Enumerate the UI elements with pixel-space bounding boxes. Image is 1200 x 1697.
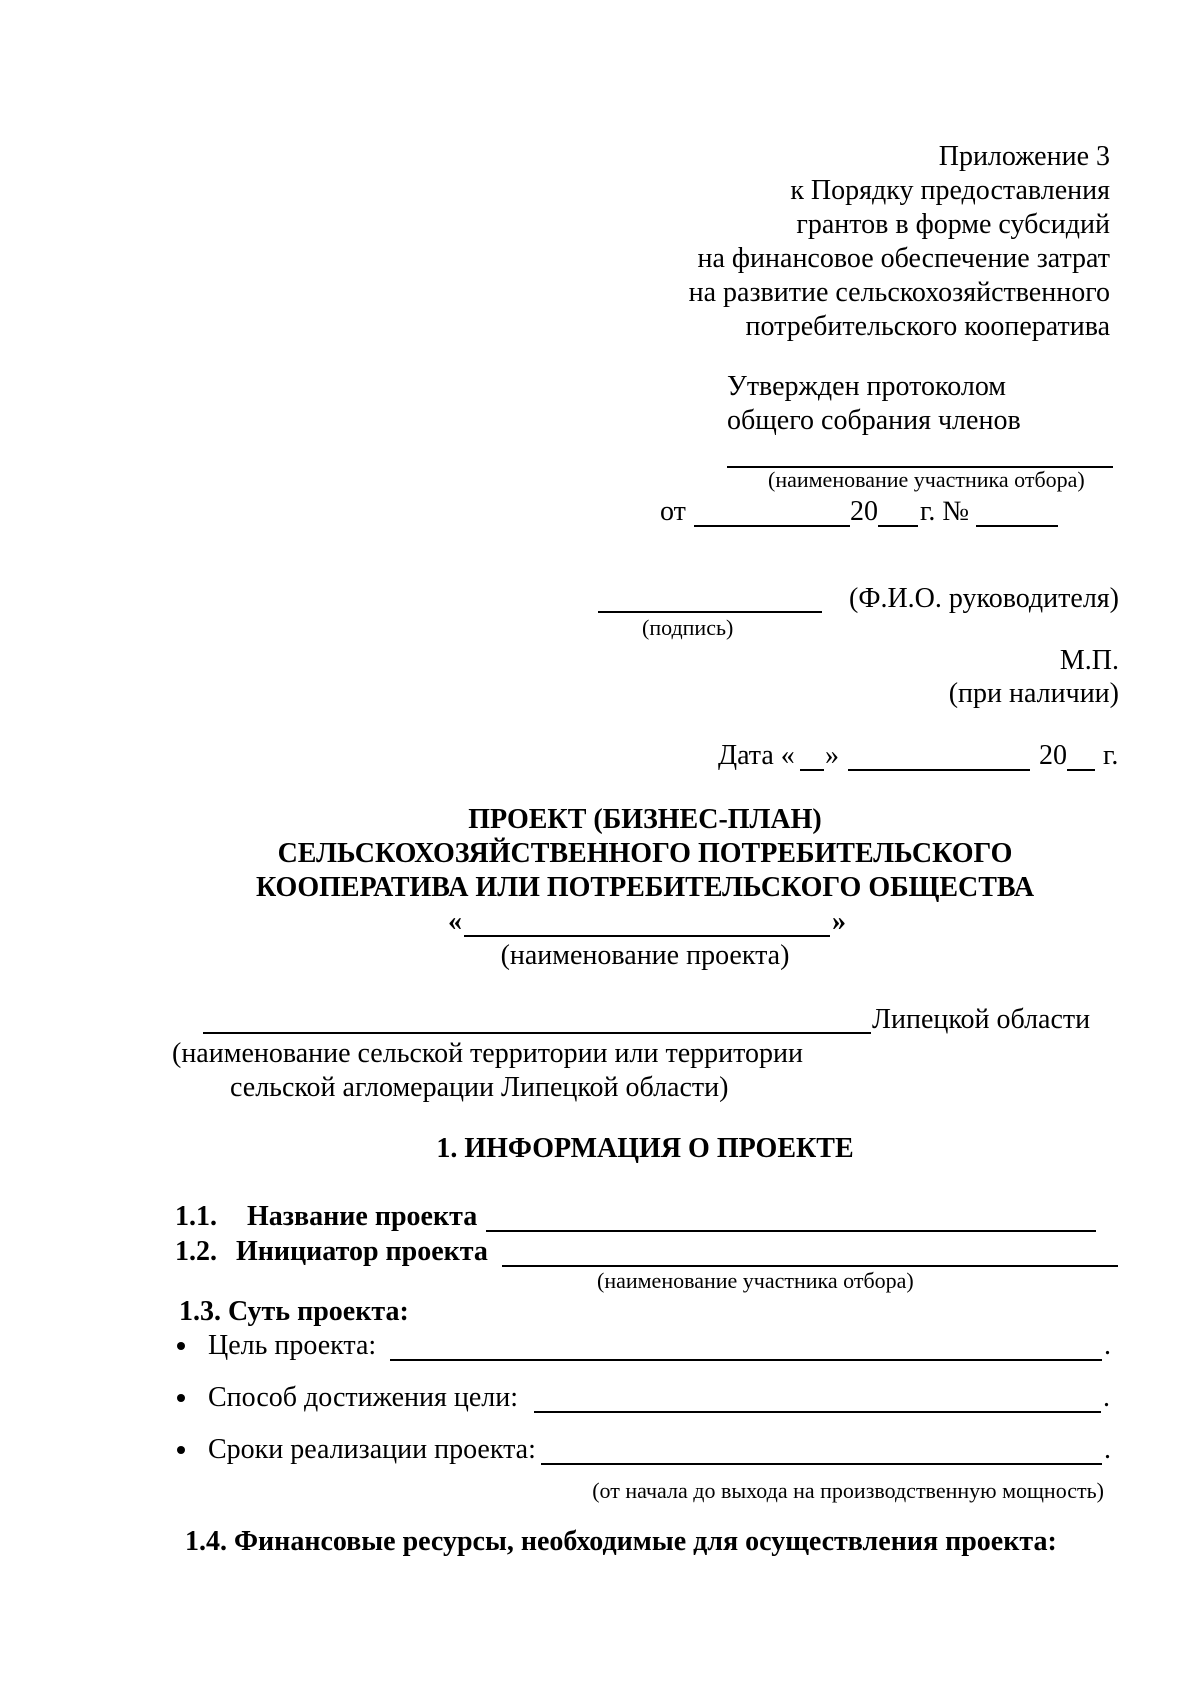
date-close-quote: » [825,740,839,771]
bullet-label: Сроки реализации проекта: [208,1434,536,1465]
region-label: Липецкой области [872,1004,1091,1035]
appendix-line: Приложение 3 [938,141,1110,172]
goal-method-field[interactable] [534,1411,1101,1413]
appendix-line: на развитие сельскохозяйственного [688,277,1110,308]
number-label: г. № [920,496,970,527]
project-name-hint: (наименование проекта) [500,940,790,971]
title-line: КООПЕРАТИВА ИЛИ ПОТРЕБИТЕЛЬСКОГО ОБЩЕСТВА [255,872,1035,903]
title-line: СЕЛЬСКОХОЗЯЙСТВЕННОГО ПОТРЕБИТЕЛЬСКОГО [277,838,1013,869]
approval-line: общего собрания членов [727,405,1021,436]
project-name-field[interactable] [464,935,830,937]
bullet-label: Цель проекта: [208,1330,377,1361]
signature-hint: (подпись) [642,615,734,640]
bullet-end: . [1104,1434,1111,1465]
quote-open: « [448,906,462,937]
from-label: от [660,496,686,527]
item-heading: 1.4. Финансовые ресурсы, необходимые для осуществления проекта: [185,1526,1057,1557]
project-timeline-field[interactable] [541,1463,1102,1465]
protocol-year-field[interactable] [878,525,918,527]
date-suffix: г. [1103,740,1119,771]
project-initiator-field[interactable] [502,1265,1118,1267]
protocol-number-field[interactable] [976,525,1058,527]
item-label: Название проекта [247,1201,478,1232]
project-title-field[interactable] [486,1230,1096,1232]
stamp-note: (при наличии) [948,678,1119,709]
territory-field[interactable] [203,1032,871,1034]
year-prefix: 20 [850,496,878,527]
appendix-line: грантов в форме субсидий [796,209,1110,240]
item-number: 1.2. [175,1236,217,1267]
item-number: 1.1. [175,1201,217,1232]
quote-close: » [832,906,846,937]
bullet-dot [177,1342,185,1350]
appendix-line: на финансовое обеспечение затрат [697,243,1110,274]
date-day-field[interactable] [800,769,824,771]
item-heading: 1.3. Суть проекта: [179,1296,409,1327]
date-month-field[interactable] [848,769,1030,771]
approval-line: Утвержден протоколом [727,371,1007,402]
territory-hint: сельской агломерации Липецкой области) [230,1072,729,1103]
item-label: Инициатор проекта [236,1236,488,1267]
section-heading: 1. ИНФОРМАЦИЯ О ПРОЕКТЕ [436,1133,854,1164]
bullet-dot [177,1394,185,1402]
date-year-prefix: 20 [1039,740,1067,771]
bullet-end: . [1103,1382,1110,1413]
initiator-hint: (наименование участника отбора) [597,1268,914,1293]
protocol-date-field[interactable] [694,525,850,527]
stamp-label: М.П. [1059,645,1119,676]
appendix-line: потребительского кооператива [745,311,1110,342]
timeline-hint: (от начала до выхода на производственную мощность) [592,1478,1104,1503]
territory-hint: (наименование сельской территории или территории [172,1038,803,1069]
participant-hint: (наименование участника отбора) [768,467,1085,492]
appendix-line: к Порядку предоставления [790,175,1110,206]
project-goal-field[interactable] [390,1359,1102,1361]
bullet-end: . [1104,1330,1111,1361]
date-label: Дата « [718,740,795,771]
bullet-label: Способ достижения цели: [208,1382,519,1413]
signature-field[interactable] [598,611,822,613]
bullet-dot [177,1446,185,1454]
date-year-field[interactable] [1067,769,1095,771]
title-line: ПРОЕКТ (БИЗНЕС-ПЛАН) [468,804,822,835]
head-name: (Ф.И.О. руководителя) [849,583,1119,614]
